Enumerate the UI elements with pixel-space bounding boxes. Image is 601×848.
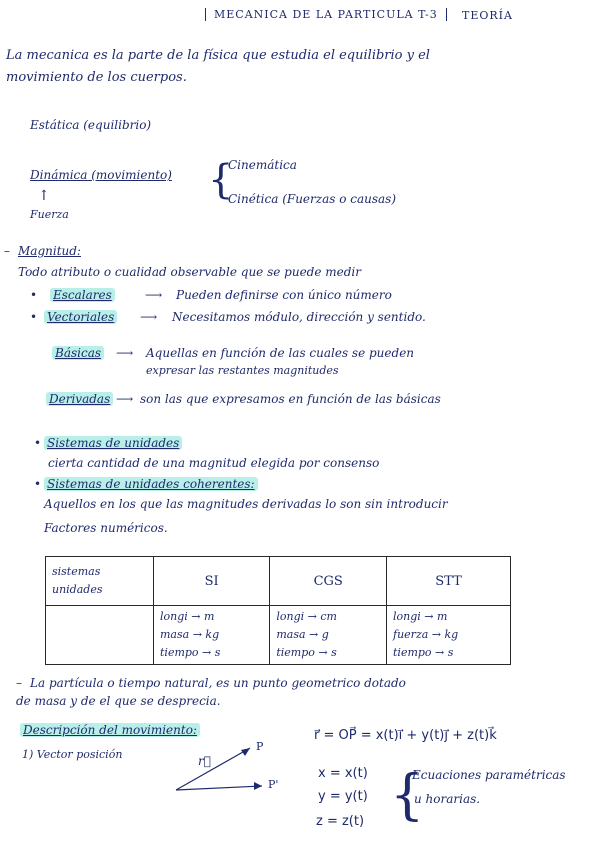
- basicas-term: Básicas: [52, 346, 104, 360]
- ecuaciones-text: Ecuaciones paramétricas: [412, 768, 566, 782]
- arrow-right-icon: ⟶: [116, 392, 134, 406]
- dinamica-text: Dinámica (movimiento): [30, 168, 172, 182]
- sistemas-coherentes-title: Sistemas de unidades coherentes:: [44, 477, 258, 491]
- table-header-label: sistemas unidades: [46, 557, 154, 606]
- point-p-prime-label: P': [268, 778, 279, 791]
- bullet-dot: •: [30, 310, 38, 324]
- table-cell-si: longi → m masa → kg tiempo → s: [154, 606, 270, 665]
- derivadas-desc: son las que expresamos en función de las básicas: [140, 392, 441, 406]
- up-arrow-icon: ↑: [38, 188, 50, 204]
- r-vector-label: r⃗: [198, 754, 211, 768]
- vector-r2-line: [176, 786, 262, 790]
- basicas-desc-2: expresar las restantes magnitudes: [146, 364, 339, 377]
- table-header-si: SI: [154, 557, 270, 606]
- particula-line-1: La partícula o tiempo natural, es un punto geometrico dotado: [30, 676, 406, 690]
- brace-dinamica: {: [208, 157, 234, 203]
- horarias-text: u horarias.: [414, 792, 481, 806]
- intro-line-1: La mecanica es la parte de la física que estudia el equilibrio y el: [6, 48, 430, 63]
- arrow-right-icon: ⟶: [145, 288, 163, 302]
- position-formula: r⃗ = OP⃗ = x(t)i⃗ + y(t)j⃗ + z(t)k⃗: [314, 728, 497, 743]
- header-label: TEORÍA: [462, 9, 513, 22]
- header-title: MECANICA DE LA PARTICULA T-3: [205, 8, 447, 21]
- vector-r-line: [176, 748, 250, 790]
- vectoriales-desc: Necesitamos módulo, dirección y sentido.: [172, 310, 426, 324]
- vector-r2-arrowhead: [254, 782, 262, 790]
- arrow-right-icon: ⟶: [140, 310, 158, 324]
- x-equation: x = x(t): [318, 766, 368, 781]
- magnitud-definition: Todo atributo o cualidad observable que se puede medir: [18, 265, 362, 279]
- magnitud-title: Magnitud:: [18, 244, 81, 258]
- point-p-label: P: [256, 740, 264, 753]
- sistemas-definition: cierta cantidad de una magnitud elegida por consenso: [48, 456, 380, 470]
- z-equation: z = z(t): [316, 814, 365, 829]
- descripcion-title: Descripción del movimiento:: [20, 723, 200, 737]
- vector-posicion-label: 1) Vector posición: [22, 748, 123, 761]
- brace-equations: {: [390, 763, 425, 826]
- sistemas-title: Sistemas de unidades: [44, 436, 182, 450]
- estatica-text: Estática (equilibrio): [30, 118, 152, 132]
- bullet-dot: •: [34, 477, 42, 491]
- table-header-cgs: CGS: [270, 557, 387, 606]
- table-header-stt: STT: [387, 557, 511, 606]
- escalares-term: Escalares: [50, 288, 115, 302]
- particula-line-2: de masa y de el que se desprecia.: [16, 694, 221, 708]
- vector-r-arrowhead: [241, 748, 250, 756]
- coherentes-line-1: Aquellos en los que las magnitudes derivadas lo son sin introducir: [44, 497, 448, 511]
- arrow-right-icon: ⟶: [116, 346, 134, 360]
- table-cell-stt: longi → m fuerza → kg tiempo → s: [387, 606, 511, 665]
- basicas-desc-1: Aquellas en función de las cuales se pueden: [146, 346, 415, 360]
- dash-bullet: –: [4, 244, 10, 258]
- y-equation: y = y(t): [318, 789, 368, 804]
- table-cell-cgs: longi → cm masa → g tiempo → s: [270, 606, 387, 665]
- escalares-desc: Pueden definirse con único número: [176, 288, 392, 302]
- cinetica-text: Cinética (Fuerzas o causas): [228, 192, 397, 206]
- vectoriales-term: Vectoriales: [44, 310, 117, 324]
- bullet-dot: •: [34, 436, 42, 450]
- dash-bullet: –: [16, 676, 22, 690]
- intro-line-2: movimiento de los cuerpos.: [6, 70, 187, 85]
- derivadas-term: Derivadas: [46, 392, 113, 406]
- coherentes-line-2: Factores numéricos.: [44, 521, 168, 535]
- bullet-dot: •: [30, 288, 38, 302]
- cinematica-text: Cinemática: [228, 158, 297, 172]
- fuerza-text: Fuerza: [30, 208, 69, 221]
